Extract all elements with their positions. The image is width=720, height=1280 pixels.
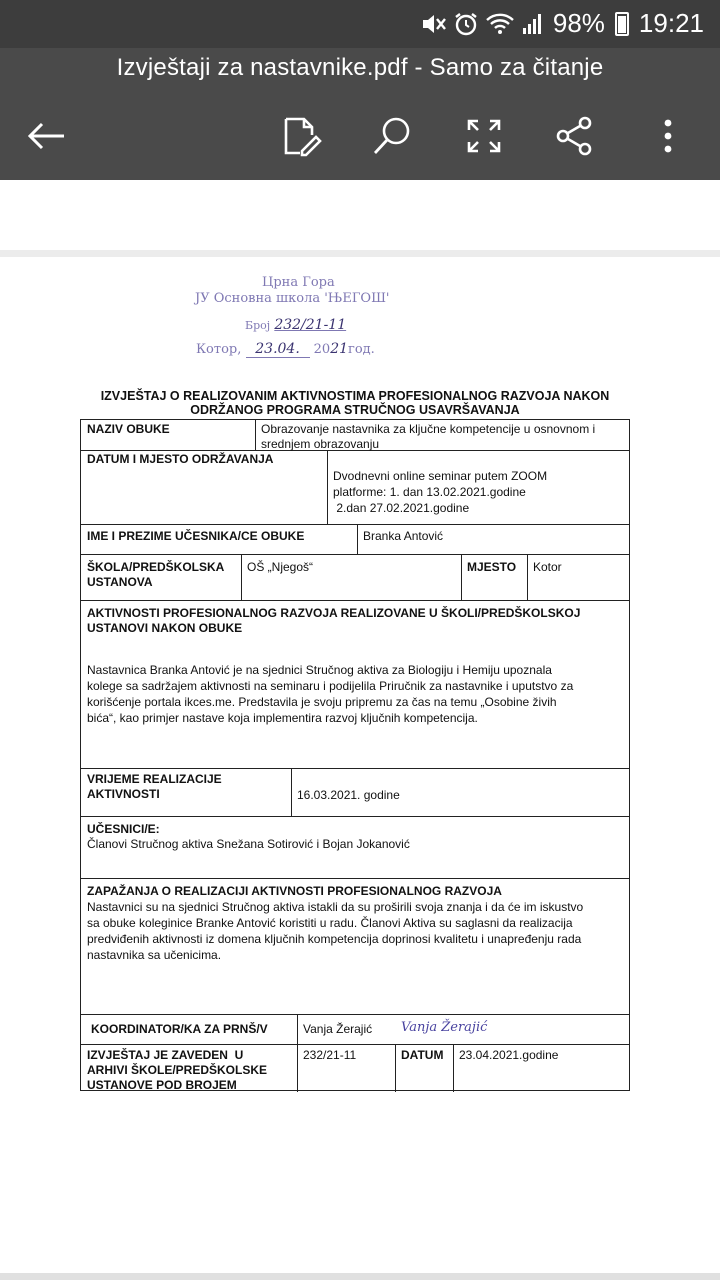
- naziv-value: [255, 420, 601, 454]
- row-divider: [81, 600, 629, 601]
- datum2-value: 23.04.2021.godine: [459, 1048, 559, 1062]
- naziv-value-line-2: srednjem obrazovanju: [261, 437, 380, 451]
- mjesto-value: Kotor: [533, 560, 562, 574]
- expand-icon: [466, 118, 502, 154]
- report-title-line-2: ODRŽANOG PROGRAMA STRUČNOG USAVRŠAVANJA: [190, 403, 520, 417]
- ucesnici-value: Članovi Stručnog aktiva Snežana Sotirović i Bojan Jokanović: [87, 837, 410, 851]
- page-bottom-edge: [0, 1273, 720, 1280]
- zapazanja-text-line-2: sa obuke koleginice Branke Antović koristiti u radu. Članovi Aktiva su saglasni da realizacija: [87, 916, 573, 930]
- datum-value-line-3: 2.dan 27.02.2021.godine: [333, 501, 470, 515]
- row-divider: [81, 1014, 629, 1015]
- vrijeme-label: [81, 770, 228, 804]
- izvjestaj-label-line-3: USTANOVE POD BROJEM: [87, 1078, 237, 1092]
- datum-value-line-1: Dvodnevni online seminar putem ZOOM: [333, 469, 548, 483]
- skola-value: OŠ „Njegoš“: [247, 560, 314, 574]
- izvjestaj-label-line-1: IZVJEŠTAJ JE ZAVEDEN U: [87, 1048, 244, 1062]
- zapazanja-label: ZAPAŽANJA O REALIZACIJI AKTIVNOSTI PROFESIONALNOG RAZVOJA: [87, 884, 502, 898]
- document-title: Izvještaji za nastavnike.pdf - Samo za čitanje: [116, 54, 604, 81]
- fullscreen-button[interactable]: [456, 112, 512, 160]
- aktivnosti-label-line-2: USTANOVI NAKON OBUKE: [87, 621, 243, 635]
- stamp-number: [245, 317, 346, 333]
- battery-percent: 98%: [552, 8, 605, 38]
- clock: 19:21: [638, 8, 704, 38]
- ime-value: Branka Antović: [363, 529, 444, 543]
- edit-document-icon: [282, 115, 322, 157]
- edit-button[interactable]: [274, 112, 330, 160]
- vrijeme-label-line-2: AKTIVNOSTI: [87, 787, 160, 801]
- signal-icon: [521, 12, 543, 36]
- row-divider: [81, 1044, 629, 1045]
- stamp-date: [196, 341, 375, 358]
- zapazanja-text-line-3: predviđenih aktivnosti iz domena ključnih kompetencija doprinosi kvalitetu i unapređenju rada: [87, 932, 582, 946]
- zapazanja-text-line-4: nastavnika sa učenicima.: [87, 948, 222, 962]
- skola-label-line-2: USTANOVA: [87, 575, 153, 589]
- row-divider: [81, 768, 629, 769]
- more-vertical-icon: [662, 118, 674, 154]
- row-divider: [81, 524, 629, 525]
- stamp-number-value: 232/21-11: [274, 317, 347, 333]
- report-title: [80, 389, 630, 417]
- app-toolbar: [0, 48, 720, 180]
- koordinator-label: KOORDINATOR/KA ZA PRNŠ/V: [91, 1022, 268, 1036]
- izvjestaj-value: 232/21-11: [303, 1048, 357, 1062]
- datum-label: DATUM I MJESTO ODRŽAVANJA: [87, 452, 274, 466]
- naziv-label: NAZIV OBUKE: [87, 422, 170, 436]
- stamp-number-label: Број: [245, 319, 271, 332]
- row-divider: [81, 878, 629, 879]
- row-divider: [81, 816, 629, 817]
- koordinator-value: Vanja Žerajić: [303, 1022, 373, 1036]
- stamp-god: год.: [348, 342, 375, 357]
- share-icon: [555, 116, 593, 156]
- row-divider: [81, 554, 629, 555]
- stamp-date-value: 23.04.: [246, 341, 310, 358]
- back-button[interactable]: [18, 112, 74, 160]
- wifi-icon: [485, 12, 515, 36]
- status-bar: [0, 0, 720, 48]
- aktivnosti-label-line-1: AKTIVNOSTI PROFESIONALNOG RAZVOJA REALIZOVANE U ŠKOLI/PREDŠKOLSKOJ: [87, 606, 581, 620]
- skola-label-line-1: ŠKOLA/PREDŠKOLSKA: [87, 560, 225, 574]
- share-button[interactable]: [546, 112, 602, 160]
- alarm-icon: [453, 11, 479, 37]
- stamp-year-value: 21: [330, 341, 349, 357]
- zapazanja-text: [81, 897, 589, 965]
- datum-value-line-2: platforme: 1. dan 13.02.2021.godine: [333, 485, 526, 499]
- naziv-value-line-1: Obrazovanje nastavnika za ključne kompetencije u osnovnom i: [261, 422, 596, 436]
- search-icon: [372, 116, 412, 156]
- aktivnosti-text-line-1: Nastavnica Branka Antović je na sjednici Stručnog aktiva za Biologiju i Hemiju upoznala: [87, 663, 552, 677]
- report-title-line-1: IZVJEŠTAJ O REALIZOVANIM AKTIVNOSTIMA PROFESIONALNOG RAZVOJA NAKON: [100, 389, 610, 403]
- ucesnici-label: UČESNICI/E:: [87, 822, 160, 836]
- stamp-year-prefix: 20: [313, 342, 331, 357]
- page-gap: [0, 180, 720, 250]
- search-button[interactable]: [364, 112, 420, 160]
- datum2-label: DATUM: [401, 1048, 444, 1062]
- mjesto-label: MJESTO: [467, 560, 517, 574]
- ime-label: IME I PREZIME UČESNIKA/CE OBUKE: [87, 529, 305, 543]
- report-form: [80, 419, 630, 1091]
- vrijeme-value: 16.03.2021. godine: [297, 788, 400, 802]
- vrijeme-label-line-1: VRIJEME REALIZACIJE: [87, 772, 222, 786]
- battery-icon: [615, 12, 629, 36]
- zapazanja-text-line-1: Nastavnici su na sjednici Stručnog aktiva istakli da su proširili svoja znanja i da će im iskustvo: [87, 900, 584, 914]
- koordinator-signature: Vanja Žerajić: [401, 1020, 488, 1035]
- izvjestaj-label: [81, 1046, 273, 1095]
- aktivnosti-text-line-2: kolege sa sadržajem aktivnosti na seminaru i podijelila Priručnik za nastavnike i uputstvo za: [87, 679, 574, 693]
- stamp-city: Котор,: [196, 342, 242, 357]
- stamp-line-1: Црна Гора: [262, 275, 335, 290]
- back-arrow-icon: [26, 121, 66, 151]
- more-options-button[interactable]: [640, 112, 696, 160]
- aktivnosti-text-line-3: korišćenje portala ikces.me. Predstavila je svoju pripremu za čas na temu „Osobine živih: [87, 695, 557, 709]
- skola-label: [81, 558, 230, 592]
- datum-value: [327, 466, 553, 518]
- aktivnosti-text: [81, 660, 579, 728]
- izvjestaj-label-line-2: ARHIVI ŠKOLE/PREDŠKOLSKE: [87, 1063, 268, 1077]
- aktivnosti-text-line-4: bića“, kao primjer nastave koja implementira razvoj ključnih kompetencija.: [87, 711, 478, 725]
- mute-icon: [421, 12, 447, 36]
- pdf-page[interactable]: [0, 257, 720, 1273]
- aktivnosti-label: [81, 604, 586, 638]
- stamp-line-2: ЈУ Основна школа 'ЊЕГОШ': [195, 291, 390, 306]
